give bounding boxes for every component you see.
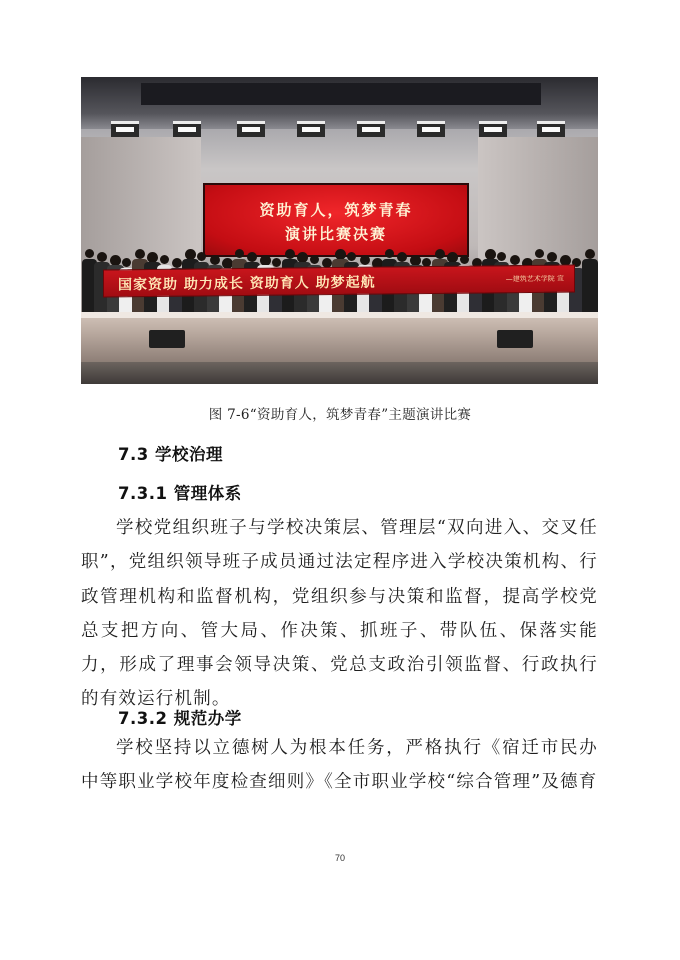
person-head: [285, 249, 295, 259]
stage-speaker: [149, 330, 185, 348]
stage-edge: [81, 312, 598, 318]
person-head: [347, 252, 356, 261]
person-head: [210, 255, 220, 265]
stage-light: [173, 121, 201, 137]
stage-light: [537, 121, 565, 137]
person-head: [197, 252, 206, 261]
paragraph-standard-operation: 学校坚持以立德树人为根本任务，严格执行《宿迁市民办中等职业学校年度检查细则》《全市职业学校“综合管理”及德育: [81, 738, 598, 793]
person-head: [122, 258, 131, 267]
person-head: [585, 249, 595, 259]
person-body: [582, 259, 598, 317]
red-banner: [103, 265, 575, 298]
screen-title-line2: 演讲比赛决赛: [284, 225, 387, 243]
person-head: [385, 249, 394, 258]
paragraph-management-system: 学校党组织班子与学校决策层、管理层“双向进入、交叉任职”，党组织领导班子成员通过法定程序进入学校决策机构、行政管理机构和监督机构，党组织参与决策和监督，提高学校党总支把方向、管大局、作决策、抓班子、带队伍、保落实能力，形成了理事会领导决策、党总支政治引领监督、行政执行的有效运行机制。: [81, 518, 598, 710]
stage-light: [297, 121, 325, 137]
person-head: [547, 252, 557, 262]
banner-organization: —建筑艺术学院 宣: [505, 274, 564, 284]
auditorium-floor: [81, 362, 598, 384]
banner-slogan: 国家资助 助力成长 资助育人 助梦起航: [118, 274, 376, 294]
person-head: [160, 255, 169, 264]
stage: [81, 312, 598, 364]
person-head: [497, 252, 506, 261]
person-head: [397, 252, 407, 262]
stage-light: [237, 121, 265, 137]
stage-light: [357, 121, 385, 137]
section-heading-7-3-1: 7.3.1 管理体系: [118, 484, 242, 503]
page-number: 70: [334, 853, 345, 863]
ceiling-panel: [141, 83, 541, 105]
person-head: [310, 255, 319, 264]
auditorium-ceiling: [81, 77, 598, 129]
person-head: [510, 255, 520, 265]
person-head: [85, 249, 94, 258]
person-head: [460, 255, 469, 264]
person-head: [435, 249, 445, 259]
person-head: [360, 255, 370, 265]
person-head: [535, 249, 544, 258]
event-photo: [81, 77, 598, 384]
section-heading-7-3-2: 7.3.2 规范办学: [118, 709, 242, 728]
stage-speaker: [497, 330, 533, 348]
person-head: [135, 249, 145, 259]
figure-caption: 图 7-6“资助育人，筑梦青春”主题演讲比赛: [208, 407, 472, 423]
section-heading-7-3: 7.3 学校治理: [118, 445, 223, 464]
person-head: [247, 252, 257, 262]
stage-light: [417, 121, 445, 137]
person-head: [172, 258, 182, 268]
screen-title-line1: 资助育人，筑梦青春: [259, 201, 413, 219]
person-head: [272, 258, 281, 267]
person-head: [235, 249, 244, 258]
stage-light: [111, 121, 139, 137]
stage-light: [479, 121, 507, 137]
person-head: [97, 252, 107, 262]
